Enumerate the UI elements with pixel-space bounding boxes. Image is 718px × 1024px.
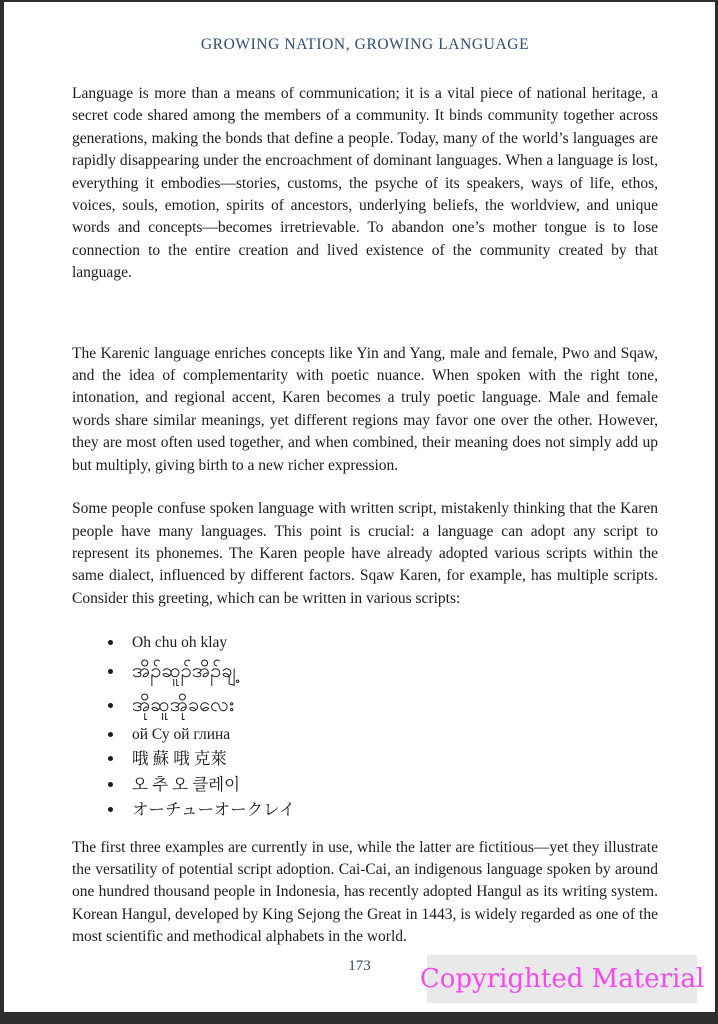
bullet-icon bbox=[108, 640, 113, 645]
script-example-katakana bbox=[108, 798, 658, 823]
script-example-text: オーチューオークレイ bbox=[132, 800, 296, 820]
script-example-text: 哦 蘇 哦 克萊 bbox=[132, 749, 227, 769]
bullet-icon bbox=[108, 669, 113, 674]
bullet-icon bbox=[108, 703, 113, 708]
bullet-icon bbox=[108, 807, 113, 812]
paragraph-spoken-vs-script: Some people confuse spoken language with written script, mistakenly thinking that the Karen people have many languages. This point is crucial: a language can adopt any script to represent its phonemes. The Karen people have already adopted various scripts within the same dialect, influenced by different factors. Sqaw Karen, for example, has multiple scripts. Consider this greeting, which can be written in various scripts: bbox=[72, 500, 658, 607]
script-example-cyrillic bbox=[108, 723, 658, 746]
bullet-icon bbox=[108, 732, 113, 737]
bullet-icon bbox=[108, 782, 113, 787]
script-example-burmese bbox=[108, 689, 658, 722]
script-examples-list bbox=[72, 631, 658, 823]
script-example-text: Oh chu oh klay bbox=[132, 634, 228, 652]
paragraph-hangul-adoption: The first three examples are currently in use, while the latter are fictitious—yet they illustrate the versatility of potential script adoption. Cai-Cai, an indigenous language spoken by around one hundred thousand people in Indonesia, has recently adopted Hangul as its writing system. Korean Hangul, developed by King Sejong the Great in 1443, is widely regarded as one of the most scientific and methodical alphabets in the world. bbox=[72, 838, 658, 946]
bullet-icon bbox=[108, 756, 113, 761]
script-example-text: အိုဆူအိုခလေး bbox=[132, 694, 234, 717]
paragraph-karenic-language: The Karenic language enriches concepts like Yin and Yang, male and female, Pwo and Sqaw, and the idea of complementarity with poetic nuance. When spoken with the right tone, intonation, and regional accent, Karen becomes a truly poetic language. Male and female words share similar meanings, yet different regions may favor one over the other. However, they are most often used together, and when combined, their meaning does not simply add up but multiply, giving birth to a new richer expression. bbox=[72, 344, 658, 474]
script-example-korean bbox=[108, 773, 658, 798]
section-break bbox=[72, 306, 658, 343]
chapter-title: GROWING NATION, GROWING LANGUAGE bbox=[200, 36, 530, 53]
book-page bbox=[4, 2, 715, 1012]
page-content bbox=[4, 2, 715, 949]
script-example-text: အိၣ်ဆူၣ်အိၣ်ချ့ bbox=[132, 660, 236, 683]
page-number: 173 bbox=[348, 958, 371, 974]
script-example-text: ой Су ой глина bbox=[132, 726, 231, 744]
script-example-text: 오 추 오 클레이 bbox=[132, 774, 241, 794]
script-example-sgaw-karen bbox=[108, 655, 658, 688]
script-example-latin bbox=[108, 631, 658, 654]
paragraph-language-heritage: Language is more than a means of communication; it is a vital piece of national heritage, a secret code shared among the members of a community. It binds community together across generations, making the bonds that define a people. Today, many of the world’s languages are rapidly disappearing under the encroachment of dominant languages. When a language is lost, everything it embodies—stories, customs, the psyche of its speakers, ways of life, ethos, voices, souls, emotion, spirits of ancestors, underlying beliefs, the worldview, and unique words and concepts—becomes irretrievable. To abandon one’s mother tongue is to lose connection to the entire creation and lived existence of the community created by that language. bbox=[72, 85, 658, 282]
copyrighted-material-watermark: Copyrighted Material bbox=[427, 955, 697, 1003]
script-example-chinese bbox=[108, 747, 658, 772]
